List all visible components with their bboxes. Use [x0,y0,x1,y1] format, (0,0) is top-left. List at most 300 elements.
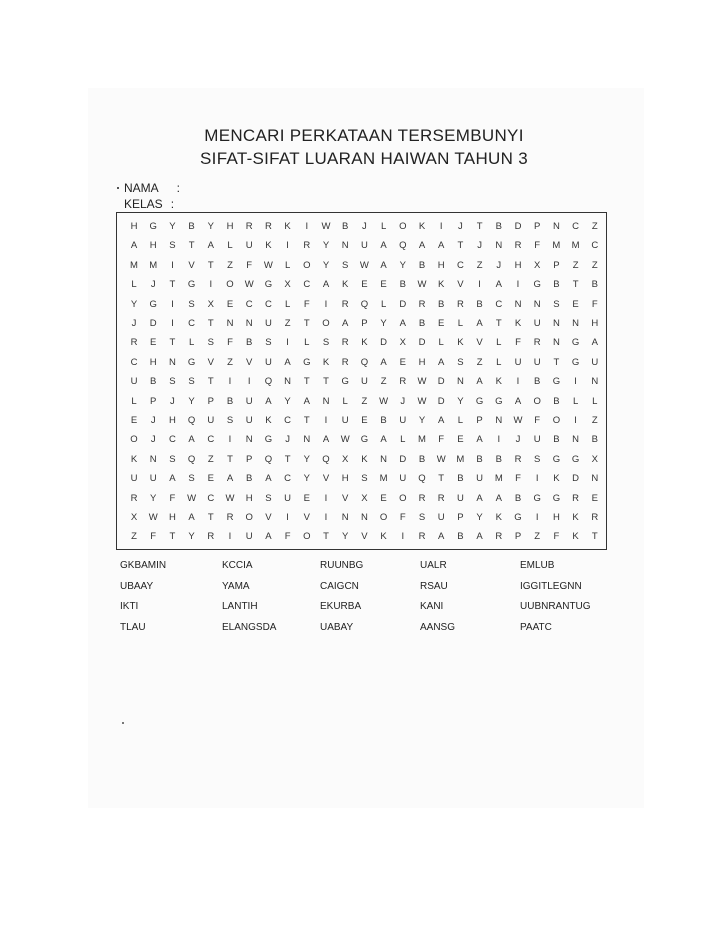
grid-letter: S [265,492,272,504]
grid-letter: H [591,318,599,329]
grid-letter: G [533,279,541,291]
grid-letter: J [458,221,463,232]
grid-letter: Z [572,259,579,271]
grid-letter: K [284,221,291,232]
grid-letter: I [171,259,174,271]
grid-letter: T [476,221,483,232]
grid-letter: T [169,531,176,543]
grid-letter: E [380,279,387,291]
grid-letter: L [380,221,387,232]
grid-letter: G [571,337,580,349]
grid-letter: D [149,318,157,329]
grid-letter: I [401,531,405,543]
grid-letter: V [188,259,195,271]
grid-letter: A [438,356,445,368]
grid-letter: R [572,492,580,504]
grid-letter: B [553,395,560,407]
grid-letter: U [130,376,138,388]
scrambled-word: KCCIA [222,560,253,571]
grid-letter: A [380,434,387,446]
grid-letter: N [149,453,157,465]
grid-letter: Y [284,395,291,407]
grid-letter: Z [227,356,233,368]
grid-letter: O [303,259,311,271]
scrambled-word: UBAAY [120,580,154,592]
grid-letter: I [286,240,289,252]
grid-letter: X [399,337,406,349]
grid-letter: A [514,395,522,407]
grid-letter: Q [399,240,407,252]
grid-letter: V [476,337,483,349]
grid-letter: B [553,279,560,291]
grid-letter: G [475,395,484,407]
grid-letter: L [592,395,598,407]
grid-letter: C [303,279,311,291]
grid-letter: R [533,337,541,349]
grid-row [117,236,606,256]
grid-letter: G [341,376,349,388]
grid-letter: N [245,434,253,446]
grid-letter: B [591,279,598,291]
grid-letter: R [303,240,311,252]
scrambled-word: EKURBA [320,601,362,612]
grid-letter: O [399,492,407,504]
grid-letter: C [572,221,580,232]
grid-letter: W [417,376,427,388]
grid-letter: X [534,259,541,271]
grid-letter: B [246,337,253,349]
grid-letter: B [226,395,234,407]
grid-letter: S [188,376,195,388]
scrambled-word: RUUNBG [320,560,364,571]
grid-letter: A [380,240,387,252]
grid-letter: Y [207,221,214,232]
grid-letter: A [476,376,483,388]
grid-letter: C [264,298,272,310]
grid-letter: I [574,415,577,426]
grid-letter: K [514,318,522,329]
scrambled-word: TLAU [120,621,146,633]
grid-letter: X [130,512,138,523]
grid-letter: J [150,434,156,446]
grid-letter: G [571,453,580,465]
page-subtitle: SIFAT-SIFAT LUARAN HAIWAN TAHUN 3 [200,149,528,168]
scrambled-word: LANTIH [222,601,258,612]
grid-letter: G [264,279,273,291]
grid-letter: G [149,221,157,232]
grid-letter: F [553,531,560,543]
grid-letter: A [169,473,176,485]
scrambled-word: KANI [420,601,444,612]
grid-letter: T [553,356,560,368]
grid-row [117,256,606,276]
grid-letter: B [418,453,426,465]
grid-letter: Z [361,395,368,407]
grid-letter: U [245,415,253,426]
grid-letter: K [572,531,579,543]
grid-letter: S [169,240,176,252]
grid-letter: W [417,395,427,407]
grid-letter: I [324,512,328,523]
grid-row [117,430,606,450]
grid-letter: M [149,259,158,271]
grid-letter: F [303,298,310,310]
grid-letter: A [322,434,330,446]
grid-letter: U [341,415,349,426]
grid-letter: E [457,434,464,446]
grid-letter: A [303,395,310,407]
grid-letter: D [572,473,580,485]
grid-letter: H [149,356,157,368]
grid-letter: B [476,453,483,465]
grid-letter: A [495,279,502,291]
grid-letter: J [362,221,367,232]
grid-letter: W [263,259,273,271]
grid-row [117,508,606,528]
grid-letter: T [438,473,445,485]
grid-letter: S [207,337,214,349]
grid-letter: X [342,453,349,465]
grid-letter: T [591,531,598,543]
grid-letter: H [514,259,522,271]
grid-letter: Y [380,318,387,329]
grid-letter: N [591,473,599,485]
grid-letter: N [572,318,580,329]
grid-letter: K [380,531,387,543]
grid-letter: P [476,415,483,426]
grid-letter: O [245,512,253,523]
grid-letter: K [418,221,426,232]
grid-letter: B [457,531,464,543]
grid-letter: B [380,415,387,426]
grid-letter: V [207,356,214,368]
grid-letter: U [533,318,541,329]
grid-letter: L [496,337,502,349]
grid-letter: E [380,492,387,504]
grid-letter: A [207,240,214,252]
grid-letter: H [418,356,426,368]
grid-letter: W [359,259,369,271]
grid-letter: R [130,492,138,504]
grid-letter: K [322,356,330,368]
grid-letter: J [150,415,156,426]
grid-letter: L [342,395,348,407]
grid-letter: A [188,434,195,446]
grid-letter: Z [591,415,598,426]
grid-row [117,489,606,509]
grid-letter: W [225,492,235,504]
scrambled-word: CAIGCN [320,580,359,592]
grid-letter: U [456,492,464,504]
grid-letter: A [226,473,234,485]
grid-letter: V [265,512,272,523]
grid-letter: Y [169,221,176,232]
grid-letter: U [245,531,253,543]
grid-letter: Q [418,473,426,485]
scrambled-word: EMLUB [520,560,555,571]
grid-letter: C [245,298,253,310]
grid-letter: L [438,337,444,349]
grid-letter: U [284,492,292,504]
grid-letter: R [130,337,138,349]
page-title: MENCARI PERKATAAN TERSEMBUNYI [204,126,524,145]
scrambled-word: YAMA [222,580,250,592]
grid-letter: J [400,395,406,407]
grid-letter: W [321,221,331,232]
grid-letter: T [207,318,214,329]
scrambled-word: PAATC [520,621,552,633]
grid-letter: Q [187,453,196,465]
grid-letter: O [533,395,541,407]
grid-letter: R [418,298,426,310]
scrambled-word: IGGITLEGNN [520,580,582,592]
grid-letter: T [457,240,464,252]
grid-letter: W [417,279,427,291]
grid-letter: U [207,415,215,426]
grid-letter: C [188,318,196,329]
grid-letter: U [399,415,407,426]
grid-letter: A [380,356,387,368]
grid-letter: H [130,221,138,232]
grid-letter: A [438,240,445,252]
grid-row [117,411,606,431]
grid-letter: U [514,356,522,368]
grid-letter: J [496,259,502,271]
grid-letter: C [284,473,292,485]
grid-letter: I [171,298,174,310]
grid-letter: R [341,337,349,349]
grid-letter: I [305,221,309,232]
grid-letter: E [303,492,310,504]
grid-letter: C [591,240,599,252]
grid-letter: G [552,453,561,465]
grid-row [117,275,606,295]
scrambled-word: ELANGSDA [222,621,277,633]
grid-letter: S [342,259,349,271]
grid-letter: R [399,376,407,388]
grid-letter: N [552,318,560,329]
grid-letter: F [515,337,521,349]
grid-letter: K [572,512,579,523]
grid-letter: U [245,395,253,407]
grid-letter: M [130,259,138,271]
grid-letter: N [456,376,464,388]
grid-row [117,469,606,489]
grid-letter: H [226,221,234,232]
grid-letter: U [399,473,407,485]
grid-letter: F [399,512,406,523]
grid-letter: Y [150,492,157,504]
grid-letter: U [533,356,541,368]
grid-letter: D [399,298,407,310]
grid-letter: Z [534,531,541,543]
grid-letter: L [284,259,291,271]
grid-letter: G [187,279,196,291]
grid-letter: W [379,395,389,407]
grid-letter: Z [476,259,483,271]
grid-letter: A [130,240,138,252]
grid-letter: J [170,395,175,407]
grid-letter: N [226,318,234,329]
grid-letter: E [130,415,138,426]
grid-letter: E [226,298,234,310]
grid-letter: A [342,318,349,329]
grid-letter: A [476,318,483,329]
grid-letter: Q [264,376,273,388]
grid-letter: T [207,259,214,271]
grid-letter: T [227,453,233,465]
grid-letter: S [553,298,560,310]
grid-letter: L [572,395,579,407]
grid-letter: A [399,318,406,329]
grid-letter: K [495,376,502,388]
grid-letter: E [572,298,579,310]
grid-letter: S [169,376,176,388]
grid-letter: I [209,279,213,291]
grid-letter: G [552,376,561,388]
grid-letter: A [418,240,426,252]
grid-letter: O [399,221,407,232]
grid-letter: V [361,531,368,543]
grid-letter: S [226,415,234,426]
grid-letter: R [418,531,426,543]
grid-letter: N [303,434,311,446]
grid-letter: T [169,337,176,349]
grid-letter: N [495,415,503,426]
grid-letter: U [245,240,253,252]
grid-letter: F [227,337,233,349]
grid-letter: A [284,356,291,368]
grid-row [117,314,606,334]
grid-letter: P [514,531,522,543]
grid-row [117,372,606,392]
grid-letter: R [264,221,272,232]
grid-letter: F [591,298,598,310]
grid-letter: B [514,492,522,504]
grid-letter: O [322,318,330,329]
grid-letter: T [495,318,502,329]
grid-letter: Y [303,453,310,465]
grid-letter: R [245,221,253,232]
grid-letter: R [591,512,599,523]
grid-letter: D [437,376,445,388]
grid-letter: R [456,298,464,310]
grid-letter: O [552,415,561,426]
grid-letter: H [149,240,157,252]
grid-letter: R [495,531,503,543]
grid-letter: L [304,337,310,349]
grid-letter: Q [264,453,273,465]
grid-letter: A [322,279,330,291]
scan-speck [117,187,119,189]
grid-letter: M [552,240,561,252]
grid-letter: B [591,434,598,446]
grid-row [117,333,606,353]
grid-letter: C [495,298,503,310]
grid-letter: T [284,453,291,465]
grid-letter: A [188,512,195,523]
grid-letter: N [322,395,330,407]
grid-letter: G [187,356,196,368]
grid-letter: H [341,473,349,485]
grid-letter: L [457,415,464,426]
grid-letter: Y [457,395,464,407]
grid-letter: W [148,512,158,523]
grid-letter: Q [360,356,369,368]
grid-letter: K [438,279,445,291]
grid-letter: C [456,259,464,271]
grid-letter: R [341,298,349,310]
grid-letter: N [495,240,503,252]
name-field-label: NAMA [124,181,159,195]
grid-letter: B [342,221,349,232]
grid-letter: N [284,376,292,388]
grid-letter: P [534,221,541,232]
grid-letter: M [418,434,426,446]
grid-letter: R [207,531,215,543]
grid-letter: E [399,356,406,368]
scrambled-word: GKBAMIN [120,560,167,571]
scrambled-word: AANSG [420,621,456,633]
scrambled-word: RSAU [420,580,448,592]
grid-letter: F [284,531,291,543]
grid-letter: Z [207,453,214,465]
grid-letter: B [476,298,483,310]
grid-letter: Y [322,259,330,271]
grid-letter: N [380,453,388,465]
grid-letter: I [228,376,232,388]
grid-letter: N [552,221,560,232]
grid-letter: W [244,279,254,291]
grid-letter: Y [303,473,310,485]
grid-letter: H [245,492,253,504]
grid-letter: I [228,434,232,446]
grid-letter: H [437,259,445,271]
grid-letter: E [361,415,368,426]
grid-letter: T [207,376,214,388]
grid-letter: Y [322,240,330,252]
grid-letter: O [379,512,388,523]
grid-letter: I [497,434,501,446]
grid-letter: B [399,279,406,291]
grid-letter: Y [130,298,138,310]
grid-row [117,353,606,373]
grid-letter: A [265,395,272,407]
grid-letter: G [264,434,273,446]
grid-letter: D [380,337,388,349]
grid-letter: M [379,473,388,485]
grid-letter: W [187,492,197,504]
grid-letter: G [571,356,580,368]
grid-letter: Y [188,531,195,543]
grid-letter: M [494,473,503,485]
grid-letter: X [284,279,291,291]
grid-letter: U [591,356,599,368]
grid-letter: T [207,512,214,523]
grid-letter: E [361,279,368,291]
grid-letter: U [264,356,272,368]
grid-letter: E [591,492,598,504]
grid-letter: I [516,279,520,291]
grid-letter: B [495,453,502,465]
grid-letter: S [457,356,464,368]
grid-letter: N [533,298,541,310]
grid-letter: F [534,240,541,252]
grid-letter: P [361,318,368,329]
grid-letter: A [438,415,445,426]
grid-letter: S [361,473,368,485]
grid-letter: N [514,298,522,310]
